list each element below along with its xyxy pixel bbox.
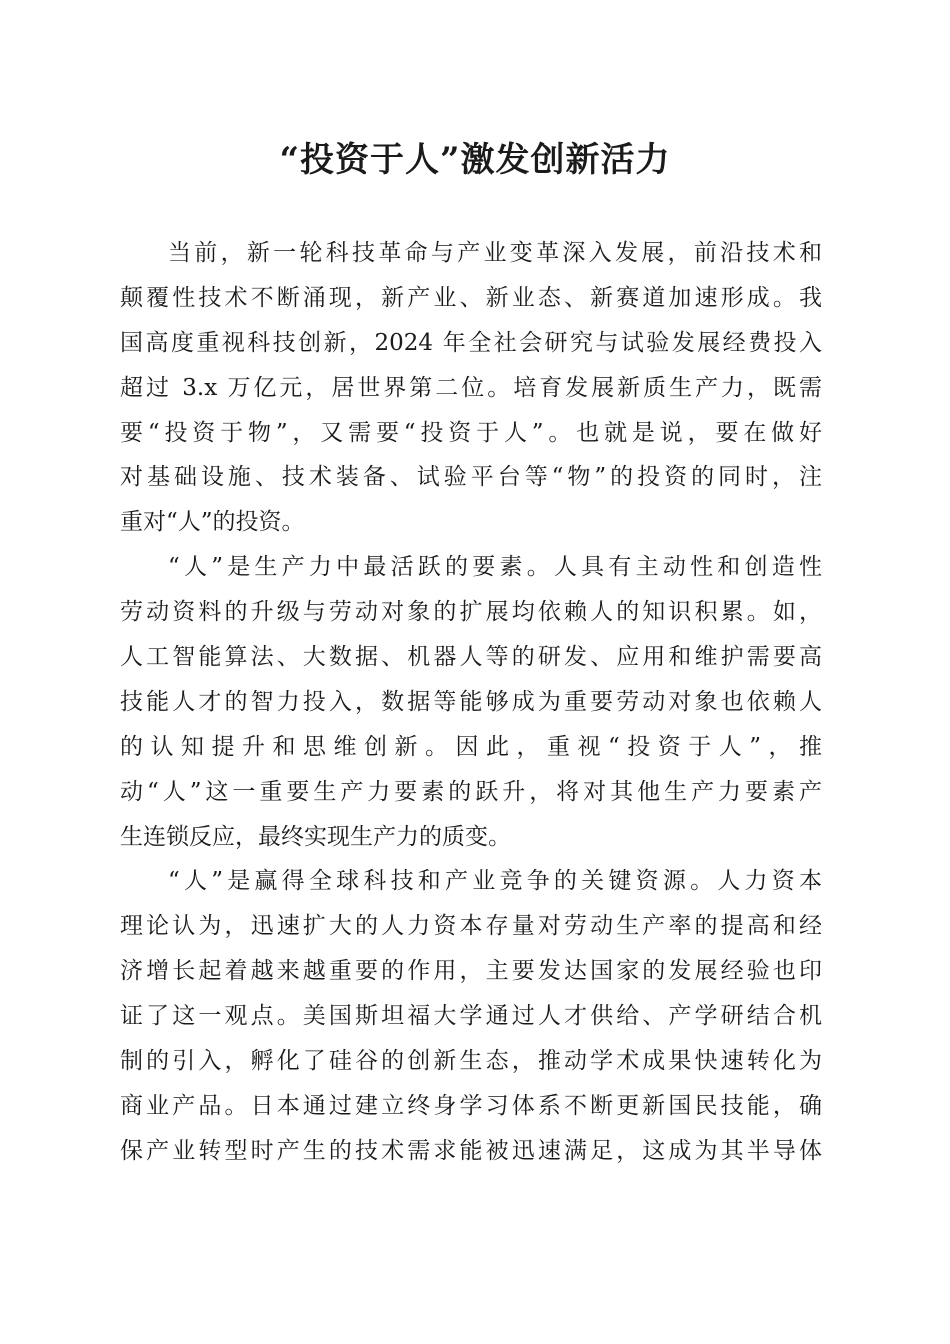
text-line: 商业产品。日本通过建立终身学习体系不断更新国民技能，确 bbox=[120, 1092, 822, 1119]
text-line: 超过 3.x 万亿元，居世界第二位。培育发展新质生产力，既需 bbox=[120, 374, 822, 401]
text-line: 济增长起着越来越重要的作用，主要发达国家的发展经验也印 bbox=[120, 958, 822, 985]
text-line: “人”是生产力中最活跃的要素。人具有主动性和创造性 bbox=[168, 554, 822, 581]
document-title: “投资于人”激发创新活力 bbox=[279, 140, 671, 180]
text-line: 证了这一观点。美国斯坦福大学通过人才供给、产学研结合机 bbox=[120, 1003, 822, 1030]
text-line: 制的引入，孵化了硅谷的创新生态，推动学术成果快速转化为 bbox=[120, 1048, 822, 1075]
text-line: 要“投资于物”，又需要“投资于人”。也就是说，要在做好 bbox=[120, 419, 822, 446]
text-line: 重对“人”的投资。 bbox=[120, 509, 305, 536]
text-line: “人”是赢得全球科技和产业竞争的关键资源。人力资本 bbox=[168, 868, 822, 895]
text-line: 保产业转型时产生的技术需求能被迅速满足，这成为其半导体 bbox=[120, 1137, 822, 1164]
text-line: 劳动资料的升级与劳动对象的扩展均依赖人的知识积累。如， bbox=[120, 599, 822, 626]
text-line: 国高度重视科技创新，2024 年全社会研究与试验发展经费投入 bbox=[120, 329, 822, 356]
text-line: 人工智能算法、大数据、机器人等的研发、应用和维护需要高 bbox=[120, 644, 822, 671]
text-line: 理论认为，迅速扩大的人力资本存量对劳动生产率的提高和经 bbox=[120, 913, 822, 940]
text-line: 当前，新一轮科技革命与产业变革深入发展，前沿技术和 bbox=[168, 240, 822, 266]
document-body bbox=[120, 231, 822, 1174]
text-line: 动“人”这一重要生产力要素的跃升，将对其他生产力要素产 bbox=[120, 778, 822, 805]
text-line: 技能人才的智力投入，数据等能够成为重要劳动对象也依赖人 bbox=[120, 688, 822, 715]
text-line: 的认知提升和思维创新。因此，重视“投资于人”，推 bbox=[120, 733, 822, 760]
text-line: 生连锁反应，最终实现生产力的质变。 bbox=[120, 823, 511, 850]
text-line: 对基础设施、技术装备、试验平台等“物”的投资的同时，注 bbox=[120, 464, 822, 491]
text-line: 颠覆性技术不断涌现，新产业、新业态、新赛道加速形成。我 bbox=[120, 284, 822, 311]
